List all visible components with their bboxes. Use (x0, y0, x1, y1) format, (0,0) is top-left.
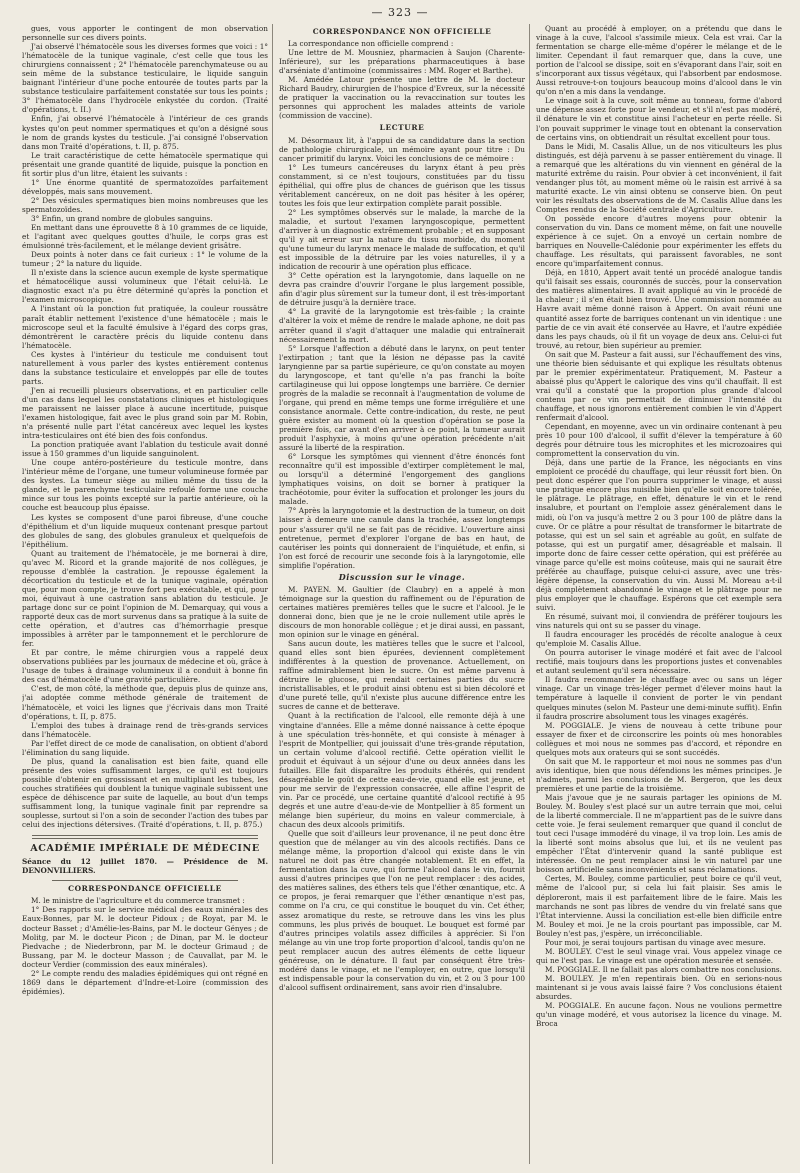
rule-separator (52, 880, 238, 881)
paragraph: Ces kystes à l'intérieur du testicule me conduisent tout naturellement à vous parler des kystes entièrement contenus dans la substance testiculaire et enveloppés par elle de toutes parts. (22, 349, 268, 386)
paragraph: Enfin, j'ai observé l'hématocèle à l'intérieur de ces grands kystes qu'on peut nommer spermatiques et qu'on a désigné sous le nom de grands kystes du testicule. J'ai consigné l'observation dans mon Traité d'opérations, t. II, p. 875. (22, 114, 268, 151)
section-heading-unofficial-correspondence: CORRESPONDANCE NON OFFICIELLE (312, 27, 492, 36)
paragraph: M. BOULEY. C'est le seul vinage vrai. Vous appelez vinage ce qui ne l'est pas. Le vinage est une opération mesurée et sensée. (536, 946, 782, 965)
paragraph: C'est, de mon côté, la méthode que, depuis plus de quinze ans, j'ai adoptée comme méthode générale de traitement de l'hématocèle, et voici les lignes que j'écrivais dans mon Traité d'opérations, t. II, p. 875. (22, 684, 268, 721)
paragraph: Cependant, en moyenne, avec un vin ordinaire contenant à peu près 10 pour 100 d'alcool, il suffit d'élever la température à 60 degrés pour détruire tous les microphites et les microzoaires qui compromettent la conservation du vin. (536, 422, 782, 459)
column-3-body (536, 24, 782, 1028)
paragraph: 5° Lorsque l'affection a débuté dans le larynx, on peut tenter l'extirpation ; tant que la lésion ne dépasse pas la cavité laryngienne par sa partie supérieure, ce qu'on constate au moyen du laryngoscope, et tant qu'elle n'a pas franchi la boîte cartilagineuse qui lui oppose longtemps une barrière. Ce dernier progrès de la maladie se reconnaît à l'augmentation de volume de l'organe, qui prend en même temps une forme irrégulière et une consistance anormale. Cette contre-indication, du reste, ne peut guère exister au moment où la question d'opération se pose la première fois, car avant d'en arriver à ce point, la tumeur aurait produit l'asphyxie, à moins qu'une opération précédente n'ait assuré la liberté de la respiration. (279, 343, 525, 453)
column-3 (536, 24, 782, 1164)
paragraph: Il faudra recommander le chauffage avec ou sans un léger vinage. Car un vinage très-léger permet d'élever moins haut la température à laquelle il convient de porter le vin pendant quelques minutes (selon M. Pasteur une demi-minute suffit). Enfin il faudra proscrire absolument tous les vinages exagérés. (536, 675, 782, 721)
paragraph: M. le ministre de l'agriculture et du commerce transmet : (31, 896, 245, 906)
paragraph: Par l'effet direct de ce mode de canalisation, on obtient d'abord l'élimination du sang liquide. (22, 738, 268, 757)
paragraph: Quelle que soit d'ailleurs leur provenance, il ne peut donc être question que de mélanger au vin des alcools rectifiés. Dans ce mélange même, la proportion d'alcool qui existe dans le vin naturel ne doit pas être changée notablement. Et en effet, la fermentation dans la cuve, qui forme l'alcool dans le vin, fournit aussi d'autres principes que l'on ne peut remplacer : des acides, des matières salines, des éthers tels que l'éther œnantique, etc. A ce propos, je ferai remarquer que l'éther œnantique n'est pas, comme on l'a cru, ce qui constitue le bouquet du vin. Cet éther, assez aromatique du reste, se retrouve dans les vins les plus communs, les plus privés de bouquet. Le bouquet est formé par d'autres principes volatils assez difficiles à apprécier. Si l'on mélange au vin une trop forte proportion d'alcool, tandis qu'on ne peut remplacer aucun des autres éléments de cette liqueur généreuse, on le dénature. Il faut par conséquent être très-modéré dans le vinage, et ne l'employer, en outre, que lorsqu'il est indispensable pour la conservation du vin, et 2 ou 3 pour 100 d'alcool suffisent ordinairement, sans avoir rien d'insalubre. (279, 829, 525, 992)
paragraph: M. Désormaux lit, à l'appui de sa candidature dans la section de pathologie chirurgicale, un mémoire ayant pour titre : Du cancer primitif du larynx. Voici les conclusions de ce mémoire : (279, 135, 525, 163)
paragraph: Les kystes se composent d'une paroi fibreuse, d'une couche d'épithélium et d'un liquide muqueux contenant presque partout des globules de sang, des globules granuleux et quelquefois de l'épithélium. (22, 512, 268, 549)
session-line: Séance du 12 juillet 1870. — Présidence de M. DENONVILLIERS. (22, 857, 268, 876)
paragraph: 7° Après la laryngotomie et la destruction de la tumeur, on doit laisser à demeure une canule dans la trachée, assez longtemps pour s'assurer qu'il ne se fait pas de récidive. L'ouverture ainsi entretenue, permet d'explorer l'organe de bas en haut, de cautériser les points qui donneraient de l'inquiétude, et enfin, si l'on est forcé de recourir une seconde fois à la laryngotomie, elle simplifie l'opération. (279, 506, 525, 570)
paragraph: 6° Lorsque les symptômes qui viennent d'être énoncés font reconnaître qu'il est impossible d'extirper complètement le mal, ou lorsqu'il a déterminé l'engorgement des ganglions lymphatiques voisins, on doit se borner à pratiquer la trachéotomie, pour éviter la suffocation et prolonger les jours du malade. (279, 452, 525, 507)
paragraph: Deux points à noter dans ce fait curieux : 1° le volume de la tumeur ; 2° la nature du liquide. (22, 250, 268, 269)
paragraph: De plus, quand la canalisation est bien faite, quand elle présente des voies suffisamment larges, ce qu'il est toujours possible d'obtenir en grossissant et en multipliant les tubes, les couches stratifiées qui doublent la tunique vaginale subissent une espèce de déhiscence par suite de laquelle, au bout d'un temps suffisamment long, la tunique vaginale finit par reprendre sa souplesse, surtout si l'on a soin de seconder l'action des tubes par celui des injections détersives. (Traité d'opérations, t. II, p. 875.) (22, 756, 268, 830)
paragraph: On sait que M. Pasteur a fait aussi, sur l'échauffement des vins, une théorie bien séduisante et qui explique les résultats obtenus par le premier expérimentateur. Pratiquement, M. Pasteur a abaissé plus qu'Appert le calorique des vins qu'il chauffait. Il est vrai qu'il a constaté que la proportion plus grande d'alcool contenu par ce vin permettait de diminuer l'intensité du chauffage, et nous ignorons entièrement combien le vin d'Appert renfermait d'alcool. (536, 349, 782, 423)
paragraph: En résumé, suivant moi, il conviendra de préférer toujours les vins naturels qui ont su se passer du vinage. (536, 612, 782, 631)
paragraph: Déjà, dans une partie de la France, les négociants en vins emploient ce procédé du chauffage, qui leur réussit fort bien. On peut donc espérer que l'on pourra supprimer le vinage, et aussi une pratique encore plus nuisible bien qu'elle soit encore tolérée, le plâtrage. Le plâtrage, en effet, dénature le vin et le rend insalubre, et pourtant on l'emploie assez généralement dans le midi, où l'on va jusqu'à mettre 2 ou 3 pour 100 de plâtre dans la cuve. Or ce plâtre a pour résultat de transformer le bitartrate de potasse, qui est un sel sain et agréable au goût, en sulfate de potasse, qui est un purgatif amer, désagréable et malsain. Il importe donc de faire cesser cette opération, qui est préférée au vinage parce qu'elle est moins coûteuse, mais qui ne saurait être préférée au chauffage, puisque celui-ci assure, avec une très-légère dépense, la conservation du vin. Aussi M. Moreau a-t-il déjà complètement abandonné le vinage et le plâtrage pour ne plus employer que le chauffage. Espérons que cet exemple sera suivi. (536, 458, 782, 612)
paragraph: M. Amédée Latour présente une lettre de M. le docteur Richard Baudry, chirurgien de l'hospice d'Evreux, sur la nécessité de pratiquer la vaccination ou la revaccination sur toutes les personnes qui approchent les malades atteints de variole (commission de vaccine). (279, 75, 525, 121)
column-2 (279, 24, 525, 1164)
column-1 (22, 24, 268, 1164)
paragraph: 2° Les symptômes observés sur le malade, la marche de la maladie, et surtout l'examen laryngoscopique, permettent d'arriver à un diagnostic extrêmement probable ; et en supposant qu'il y ait erreur sur la nature du tissu morbide, du moment qu'une tumeur du larynx menace le malade de suffocation, et qu'il est impossible de la détruire par les voies naturelles, il y a indication de recourir à une opération plus efficace. (279, 207, 525, 272)
paragraph: Certes, M. Bouley, comme particulier, peut boire ce qu'il veut, même de l'alcool pur, si cela lui fait plaisir. Ses amis le déploreront, mais il est parfaitement libre de le faire. Mais les marchands ne sont pas libres de vendre du vin frelaté sans que l'État intervienne. Aussi la conciliation est-elle bien difficile entre M. Bouley et moi. Je ne la crois pourtant pas impossible, car M. Bouley n'est pas, j'espère, un irréconciliable. (536, 874, 782, 938)
paragraph: La ponction pratiquée avant l'ablation du testicule avait donné issue à 150 grammes d'un liquide sanguinolent. (22, 440, 268, 459)
paragraph: 1° Des rapports sur le service médical des eaux minérales des Eaux-Bonnes, par M. le docteur Pidoux ; de Royat, par M. le docteur Basset ; d'Amélie-les-Bains, par M. le docteur Gényes ; de Molitg, par M. le docteur Picon ; de Dinan, par M. le docteur Piedvache ; de Niederbronn, par M. le docteur Grimaud ; de Bussang, par M. le docteur Masson ; de Cauvallat, par M. le docteur Verdier (commission des eaux minérales). (22, 905, 268, 969)
unofficial-correspondence-body (279, 39, 525, 120)
paragraph: Quant au traitement de l'hématocèle, je me bornerai à dire, qu'avec M. Ricord et la grande majorité de nos collègues, je repousse d'emblée la castration. Je repousse également la décortication du testicule et de la tunique vaginale, opération que, pour mon compte, je trouve fort peu exécutable, et qui, pour moi, équivaut à une castration sans ablation du testicule. Je partage donc sur ce point l'opinion de M. Demarquay, qui vous a rapporté deux cas de mort survenus dans sa pratique à la suite de cette opération, et d'autres cas d'hémorrhagie presque impossibles à arrêter par le tamponnement et le perchlorure de fer. (22, 548, 268, 649)
paragraph: En mettant dans une éprouvette 8 à 10 grammes de ce liquide, et l'agitant avec quelques gouttes d'huile, le corps gras est émulsionné très-facilement, et le mélange devient grisâtre. (22, 223, 268, 251)
official-correspondence-body (22, 896, 268, 996)
paragraph: On possède encore d'autres moyens pour obtenir la conservation du vin. Dans ce moment même, on fait une nouvelle expérience à ce sujet. On a envoyé un certain nombre de barriques en Nouvelle-Calédonie pour expérimenter les effets du chauffage. Les résultats, qui paraissent favorables, ne sont encore qu'imparfaitement connus. (536, 213, 782, 269)
paragraph: Quant à la rectification de l'alcool, elle remonte déjà à une vingtaine d'années. Elle a même donné naissance à cette époque à une spéculation très-honnête, et qui consiste à ménager à l'esprit de Montpellier, qui jouissait d'une très-grande réputation, un certain volume d'alcool rectifié. Cette opération viellit le produit et équivaut à un séjour d'une ou deux années dans les futailles. Elle fait disparaître les produits éthérés, qui rendent désagréable le goût de cette eau-de-vie, quand elle est jeune, et pour me servir de l'expression consacrée, elle affine l'esprit de vin. Par ce procédé, une certaine quantité d'alcool rectifié à 95 degrés et une autre d'eau-de-vie de Montpellier à 85 forment un mélange bien supérieur, du moins en valeur commerciale, à chacun des deux alcools primitifs. (279, 711, 525, 830)
paragraph: gues, vous apporter le contingent de mon observation personnelle sur ces divers points. (22, 24, 268, 43)
academy-title: ACADÉMIE IMPÉRIALE DE MÉDECINE (30, 843, 260, 855)
column-divider-1 (272, 24, 273, 1164)
paragraph: Quant au procédé à employer, on a prétendu que dans le vinage à la cuve, l'alcool s'assimile mieux. Cela est vrai. Car la fermentation se charge elle-même d'opérer le mélange et de le limiter. Cependant il faut remarquer que, dans la cuve, une portion de l'alcool se dissipe, soit en s'évaporant dans l'air, soit en s'incorporant aux tissus végétaux, qui l'absorbent par endosmose. Aussi retrouve-t-on toujours beaucoup moins d'alcool dans le vin qu'on n'en a mis dans la vendange. (536, 24, 782, 97)
paragraph: On pourra autoriser le vinage modéré et fait avec de l'alcool rectifié, mais toujours dans les proportions justes et convenables et autant seulement qu'il sera nécessaire. (536, 648, 782, 676)
paragraph: 1° Les tumeurs cancéreuses du larynx étant à peu près constamment, si ce n'est toujours, constituées par du tissu épithélial, qui offre plus de chances de guérison que les tissus véritablement cancéreux, on ne doit pas hésiter à les opérer, toutes les fois que leur extirpation complète parait possible. (279, 162, 525, 208)
paragraph: On sait que M. le rapporteur et moi nous ne sommes pas d'un avis identique, bien que nous défendions les mêmes principes. Je n'admets, parmi les conclusions de M. Bergeron, que les deux premières et une partie de la troisième. (536, 756, 782, 793)
paragraph: J'ai observé l'hématocèle sous les diverses formes que voici : 1° l'hématocèle de la tunique vaginale, c'est celle que tous les chirurgiens connaissent ; 2° l'hématocèle parenchymateuse ou au sein même de la substance testiculaire, le liquide sanguin baignant l'intérieur d'une poche entourée de toutes parts par la substance testiculaire parfaitement constatée sur tous les points ; 3° l'hématocèle dans l'hydrocèle enkystée du cordon. (Traité d'opérations, t. II.) (22, 42, 268, 115)
section-heading-lecture: LECTURE (379, 123, 425, 133)
lecture-body (279, 136, 525, 570)
paragraph: Et par contre, le même chirurgien vous a rappelé deux observations publiées par les journaux de médecine et où, grâce à l'usage de tubes à drainage volumineux il a conduit à bonne fin des cas d'hématocèle d'une gravité particulière. (22, 648, 268, 685)
paragraph: Le trait caractéristique de cette hématocèle spermatique qui présentait une grande quantité de liquide, puisque la ponction en fit sortir plus d'un litre, étaient les suivants : (22, 150, 268, 178)
paragraph: Dans le Midi, M. Casalis Allue, un de nos viticulteurs les plus distingués, est déjà parvenu à se passer entièrement du vinage. Il a remarqué que les altérations du vin viennent en général de la maturité extrême du raisin. Pour obvier à cet inconvénient, il fait vendanger plus tôt, au moment même où le raisin est arrivé à sa maturité exacte. Le vin ainsi obtenu se conserve bien. On peut voir les résultats des observations de de M. Casalis Allue dans les Comptes rendus de la Société centrale d'Agriculture. (536, 141, 782, 214)
paragraph: Une lettre de M. Mousniez, pharmacien à Saujon (Charente-Inférieure), sur les préparations pharmaceutiques à base d'arséniate d'antimoine (commissaires : MM. Roger et Barthe). (279, 48, 525, 76)
paragraph: Il faudra encourager les procédés de récolte analogue à ceux qu'emploie M. Casalis Allue. (536, 630, 782, 649)
paragraph: 2° Des vésicules spermatiques bien moins nombreuses que les spermatozoïdes. (22, 195, 268, 214)
paragraph: 1° Une énorme quantité de spermatozoïdes parfaitement développés, mais sans mouvement. (22, 177, 268, 196)
paragraph: 4° La gravité de la laryngotomie est très-faible ; la crainte d'altérer la voix et même de rendre le malade aphone, ne doit pas arrêter quand il s'agit d'attaquer une maladie qui entraînerait nécessairement la mort. (279, 307, 525, 344)
paragraph: Pour moi, je serai toujours partisan du vinage avec mesure. (545, 937, 766, 947)
section-heading-discussion: Discussion sur le vinage. (338, 571, 466, 582)
paragraph: Déjà, en 1810, Appert avait tenté un procédé analogue tandis qu'il faisait ses essais, couronnés de succès, pour la conservation des matières alimentaires. Il avait appliqué au vin le procédé de la chaleur ; il s'en était bien trouvé. Une commission nommée au Havre avait même donné raison à Appert. On avait réuni une quantité assez forte de barriques contenant un vin identique : une partie de ce vin avait été conservée au Havre, et l'autre expédiée dans les pays chauds, où il fit un voyage de deux ans. Celui-ci fut trouvé, au retour, bien supérieur au premier. (536, 268, 782, 350)
paragraph: Le vinage soit à la cuve, soit même au tonneau, forme d'abord une dépense assez forte pour le vendeur, et s'il n'est pas modéré, il dénature le vin et constitue ainsi l'acheteur en perte réelle. Si l'on pouvait supprimer le vinage tout en obtenant la conservation de certains vins, on obtiendrait un résultat excellent pour tous. (536, 96, 782, 142)
paragraph: A l'instant où la ponction fut pratiquée, la couleur roussâtre paraît établir nettement l'existence d'une hématocèle ; mais le microscope seul et la faculté émulsive à l'égard des corps gras, démontrèrent le caractère précis du liquide contenu dans l'hématocèle. (22, 304, 268, 350)
column-divider-2 (529, 24, 530, 1164)
paragraph: La correspondance non officielle comprend : (288, 39, 454, 49)
section-heading-official-correspondence: CORRESPONDANCE OFFICIELLE (68, 884, 222, 894)
paragraph: M. POGGIALE. En aucune façon. Nous ne voulions permettre qu'un vinage modéré, et vous autorisez la licence du vinage. M. Broca (536, 1001, 782, 1029)
paragraph: M. POGGIALE. Je viens de nouveau à cette tribune pour essayer de fixer et de circonscrire les points où mes honorables collègues et moi nous ne sommes pas d'accord, et répondre en quelques mots aux orateurs qui se sont succédés. (536, 720, 782, 757)
discussion-body (279, 585, 525, 992)
paragraph: M. BOULEY. Je m'en repentirais bien. Où en serions-nous maintenant si je vous avais laissé faire ? Vos conclusions étaient absurdes. (536, 973, 782, 1002)
paragraph: M. POGGIALE. Il ne fallait pas alors combattre nos conclusions. (545, 964, 782, 974)
paragraph: 3° Cette opération est la laryngotomie, dans laquelle on ne devra pas craindre d'ouvrir l'organe le plus largement possible, afin d'agir plus sûrement sur la tumeur dont, il est très-important de détruire jusqu'à la dernière trace. (279, 271, 525, 308)
paragraph: L'emploi des tubes à drainage rend de très-grands services dans l'hématocèle. (22, 720, 268, 739)
paragraph: J'en ai recueilli plusieurs observations, et en particulier celle d'un cas dans lequel les constatations cliniques et histologiques me paraissent ne laisser place à aucune incertitude, puisque l'examen histologique, fait avec le plus grand soin par M. Robin, n'a présenté nulle part l'état cancéreux avec lequel les kystes intra-testiculaires ont été bien des fois confondus. (22, 385, 268, 441)
paragraph: 3° Enfin, un grand nombre de globules sanguins. (31, 213, 213, 223)
paragraph: M. PAYEN. M. Gaultier (de Claubry) en a appelé à mon témoignage sur la question du raffinement ou de l'épuration de certaines matières premières telles que le sucre et l'alcool. Je le donnerai donc, bien que je ne le croie nullement utile après le discours de mon honorable collègue ; et je dirai aussi, en passant, mon opinion sur le vinage en général. (279, 584, 525, 640)
paragraph: Il n'existe dans la science aucun exemple de kyste spermatique et hématocélique aussi volumineux que l'était celui-là. Le diagnostic exact n'a pu être déterminé qu'après la ponction et l'examen microscopique. (22, 268, 268, 305)
paragraph: Mais j'avoue que je ne saurais partager les opinions de M. Bouley. M. Bouley s'est placé sur un autre terrain que moi, celui de la liberté commerciale. Il ne m'appartient pas de le suivre dans cette voie. Je ferai seulement remarquer que quand il conclut de tout ceci l'usage immodéré du vinage, il va trop loin. Les amis de la liberté sont moins absolus que lui, et ils ne veulent pas empêcher l'État d'intervenir quand la santé publique est intéressée. On ne peut remplacer ainsi le vin naturel par une boisson artificielle sans inconvénients et sans réclamations. (536, 792, 782, 875)
paragraph: 2° Le compte rendu des maladies épidémiques qui ont régné en 1869 dans le département d'Indre-et-Loire (commission des épidémies). (22, 968, 268, 996)
column-1-body (22, 24, 268, 829)
paragraph: Une coupe antéro-postérieure du testicule montre, dans l'intérieur même de l'organe, une tumeur volumineuse formée par des kystes. La tumeur siège au milieu même du tissu de la glande, et le parenchyme testiculaire refoulé forme une couche mince sur tous les points excepté sur la partie antérieure, où la couche est beaucoup plus épaisse. (22, 458, 268, 513)
page-number: — 323 — (371, 6, 429, 19)
paragraph: Sans aucun doute, les matières telles que le sucre et l'alcool, quand elles sont bien épurées, deviennent complètement indifférentes à la question de provenance. Actuellement, on raffine admirablement bien le sucre. On est même parvenu à détruire le glucose, qui rendait certaines parties du sucre incristallisables, et le produit ainsi obtenu est si bien décoloré et d'une pureté telle, qu'il n'existe plus aucune différence entre les sucres de canne et de betterave. (279, 639, 525, 712)
section-separator (32, 835, 258, 839)
